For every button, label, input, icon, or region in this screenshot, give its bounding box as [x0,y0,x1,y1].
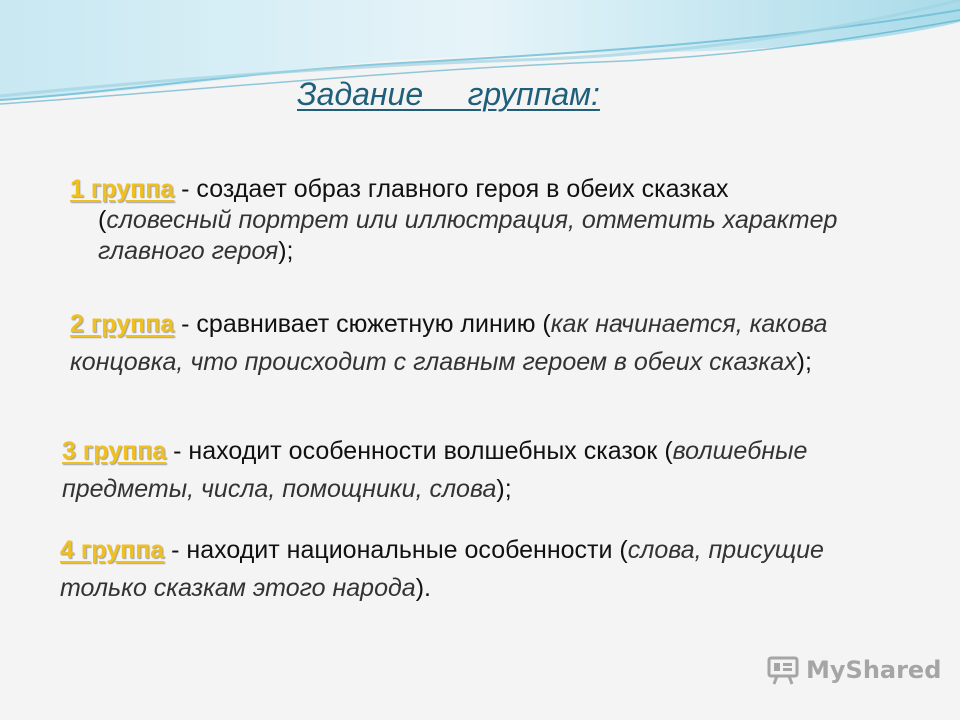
group-3-description: волшебные предметы, числа, помощники, слова [62,437,808,503]
group-2-desc-close: ); [796,348,812,376]
group-4-description: слова, присущие только сказкам этого народа [60,536,824,602]
list-item-group-4 [60,531,900,607]
group-2-description: как начинается, какова концовка, что происходит с главным героем в обеих сказках [70,310,828,376]
group-3-label: 3 группа [62,437,167,465]
group-4-label: 4 группа [60,536,165,564]
list-item-group-3 [62,432,902,508]
presentation-board-icon [766,655,800,685]
group-1-text: - создает образ главного героя в обеих сказках [174,175,729,203]
group-4-text: - находит национальные особенности ( [164,536,628,564]
group-2-label: 2 группа [70,310,175,338]
list-item-group-2 [70,305,900,381]
watermark-text: MyShared [806,656,942,684]
header-wave-decoration [0,0,960,140]
group-4-desc-close: ). [415,574,431,602]
group-1-desc-open: ( [98,206,107,234]
group-1-desc-close: ); [278,237,294,265]
watermark-logo [766,655,941,685]
group-1-description: словесный портрет или иллюстрация, отметить характер главного героя [98,206,838,265]
list-item-group-1 [70,174,870,267]
group-1-label: 1 группа [70,175,175,203]
slide-title: Задание группам: [297,76,600,112]
group-2-text: - сравнивает сюжетную линию ( [174,310,551,338]
group-3-desc-close: ); [496,475,512,503]
group-3-text: - находит особенности волшебных сказок ( [166,437,673,465]
